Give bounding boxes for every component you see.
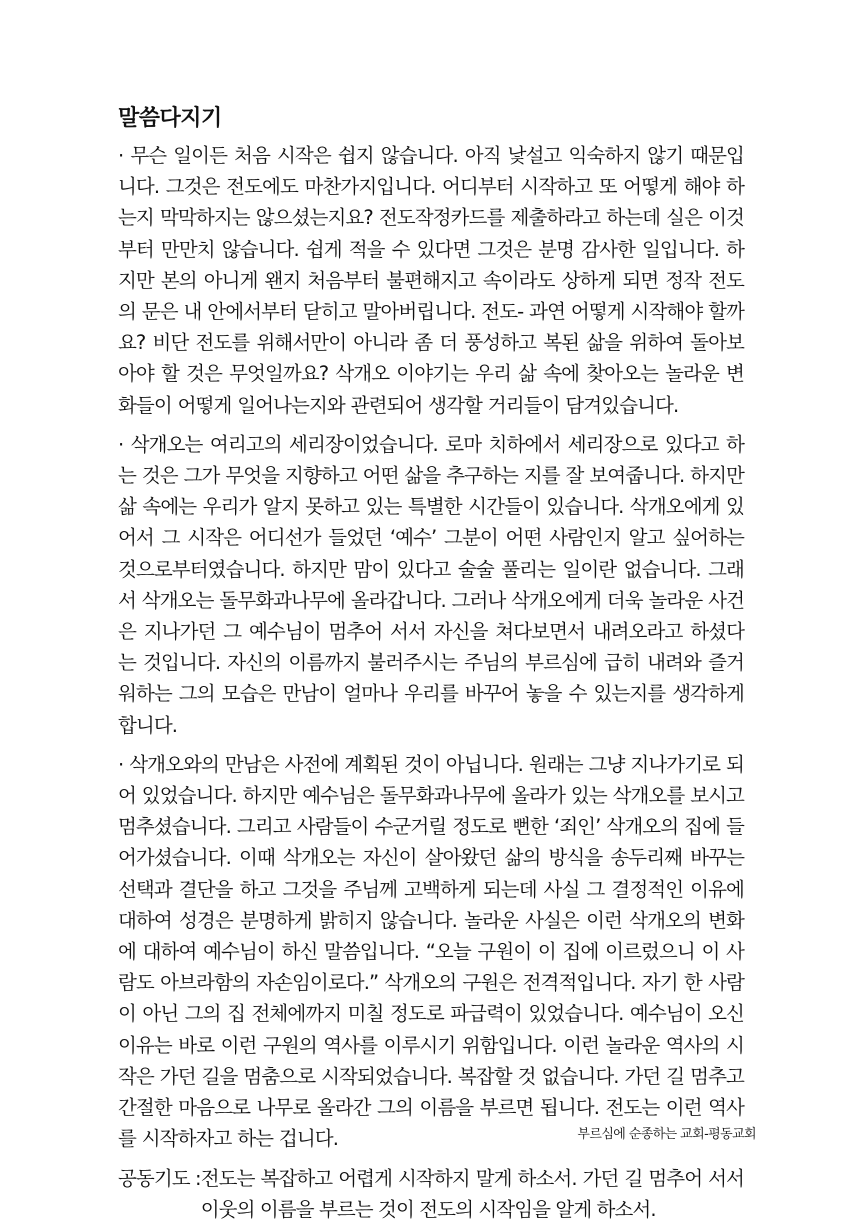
prayer-body (201, 1163, 744, 1225)
footer-church-name: 부르심에 순종하는 교회-평동교회 (577, 1127, 756, 1142)
common-prayer (118, 1163, 744, 1225)
paragraph-3: · 삭개오와의 만남은 사전에 계획된 것이 아닙니다. 원래는 그냥 지나가기로 되어 있었습니다. 하지만 예수님은 돌무화과나무에 올라가 있는 삭개오를 보시고 멈추셨습니다. 그리고 사람들이 수군거릴 정도로 뻔한 ‘죄인’ 삭개오의 집에 들어가셨습니다. 이때 삭개오는 자신이 살아왔던 삶의 방식을 송두리째 바꾸는 선택과 결단을 하고 그것을 주님께 고백하게 되는데 사실 그 결정적인 이유에 대하여 성경은 분명하게 밝히지 않습니다. 놀라운 사실은 이런 삭개오의 변화에 대하여 예수님이 하신 말씀입니다. “오늘 구원이 이 집에 이르렀으니 이 사람도 아브라함의 자손임이로다.” 삭개오의 구원은 전격적입니다. 자기 한 사람이 아닌 그의 집 전체에까지 미칠 정도로 파급력이 있었습니다. 예수님이 오신 이유는 바로 이런 구원의 역사를 이루시기 위함입니다. 이런 놀라운 역사의 시작은 가던 길을 멈춤으로 시작되었습니다. 복잡할 것 없습니다. 가던 길 멈추고 간절한 마음으로 나무로 올라간 그의 이름을 부르면 됩니다. 전도는 이런 역사를 시작하자고 하는 겁니다. (118, 752, 744, 1151)
prayer-line-2: 이웃의 이름을 부르는 것이 전도의 시작임을 알게 하소서. (200, 1197, 656, 1221)
prayer-line-1: 전도는 복잡하고 어렵게 시작하지 말게 하소서. 가던 길 멈추어 서서 (200, 1166, 744, 1190)
paragraph-2: · 삭개오는 여리고의 세리장이었습니다. 로마 치하에서 세리장으로 있다고 하는 것은 그가 무엇을 지향하고 어떤 삶을 추구하는 지를 잘 보여줍니다. 하지만 삶 속에는 우리가 알지 못하고 있는 특별한 시간들이 있습니다. 삭개오에게 있어서 그 시작은 어디선가 들었던 ‘예수’ 그분이 어떤 사람인지 알고 싶어하는 것으로부터였습니다. 하지만 맘이 있다고 술술 풀리는 일이란 없습니다. 그래서 삭개오는 돌무화과나무에 올라갑니다. 그러나 삭개오에게 더욱 놀라운 사건은 지나가던 그 예수님이 멈추어 서서 자신을 쳐다보면서 내려오라고 하셨다는 것입니다. 자신의 이름까지 불러주시는 주님의 부르심에 급히 내려와 즐거워하는 그의 모습은 만남이 얼마나 우리를 바꾸어 놓을 수 있는지를 생각하게 합니다. (118, 432, 744, 737)
paragraph-1: · 무슨 일이든 처음 시작은 쉽지 않습니다. 아직 낯설고 익숙하지 않기 때문입니다. 그것은 전도에도 마찬가지입니다. 어디부터 시작하고 또 어떻게 해야 하는지 막막하지는 않으셨는지요? 전도작정카드를 제출하라고 하는데 실은 이것부터 만만치 않습니다. 쉽게 적을 수 있다면 그것은 분명 감사한 일입니다. 하지만 본의 아니게 왠지 처음부터 불편해지고 속이라도 상하게 되면 정작 전도의 문은 내 안에서부터 닫히고 말아버립니다. 전도- 과연 어떻게 시작해야 할까요? 비단 전도를 위해서만이 아니라 좀 더 풍성하고 복된 삶을 위하여 돌아보아야 할 것은 무엇일까요? 삭개오 이야기는 우리 삶 속에 찾아오는 놀라운 변화들이 어떻게 일어나는지와 관련되어 생각할 거리들이 담겨있습니다. (118, 144, 744, 417)
prayer-label: 공동기도 : (118, 1166, 201, 1190)
page-title: 말씀다지기 (118, 106, 222, 131)
